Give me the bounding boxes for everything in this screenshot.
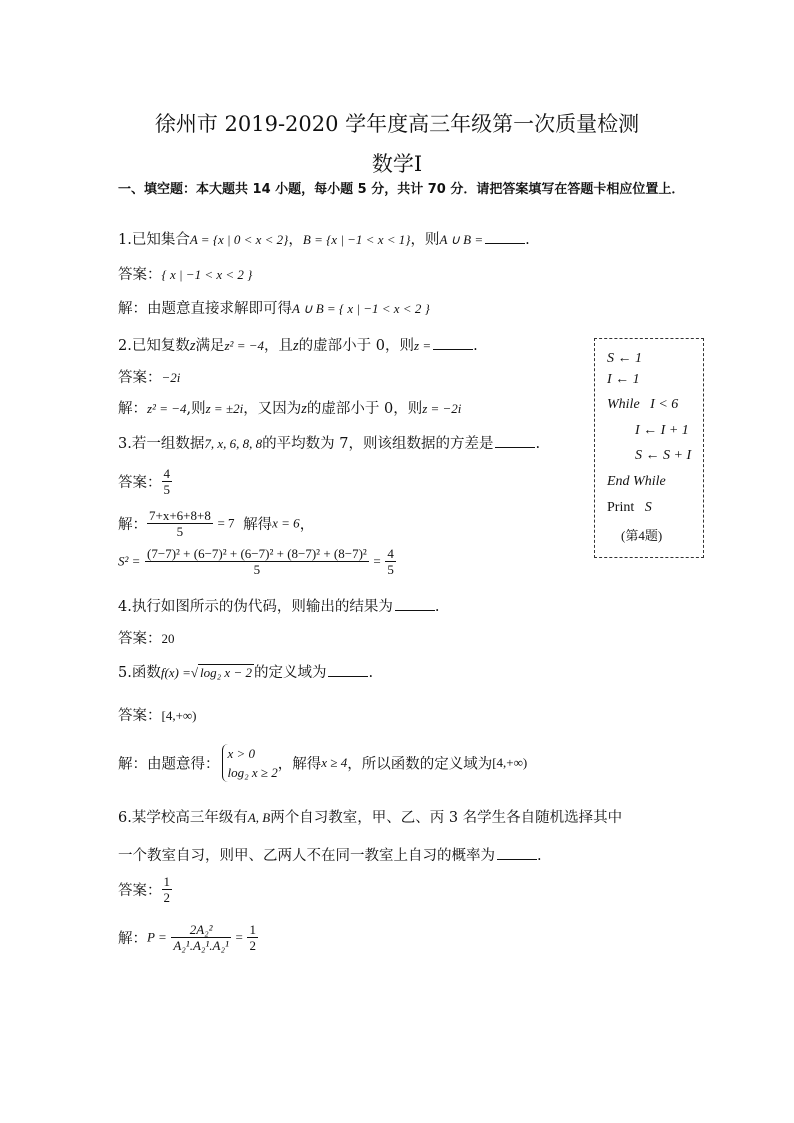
q4-answer-value: 20 bbox=[161, 631, 175, 646]
q5-sol-end: ，所以函数的定义域为 bbox=[347, 756, 493, 773]
q5-blank bbox=[328, 666, 368, 677]
q6-answer-den: 2 bbox=[163, 890, 170, 905]
q2-solution-label: 解： bbox=[118, 401, 147, 417]
q6-line2: 一个教室自习，则甲、乙两人不在同一教室上自习的概率为 bbox=[118, 848, 495, 864]
q6-p-eq: = bbox=[235, 929, 243, 945]
q3-var-den: 5 bbox=[253, 562, 261, 577]
q1-set-b: B = {x | −1 < x < 1} bbox=[302, 232, 411, 247]
q2-sol-z: z bbox=[301, 401, 307, 417]
q6-p-num: 2A₂² bbox=[171, 922, 231, 938]
q2-sol3: z = ±2i bbox=[205, 401, 244, 416]
q3-var-lhs: S² = bbox=[118, 553, 141, 569]
q4-blank bbox=[395, 600, 435, 611]
code-while-keyword: While bbox=[607, 397, 640, 412]
page-title: 徐州市 2019-2020 学年度高三年级第一次质量检测 bbox=[154, 112, 640, 136]
q1-union: A ∪ B = bbox=[439, 232, 484, 247]
question-4 bbox=[118, 595, 439, 616]
q3-solve-val: x = 6 bbox=[272, 515, 300, 531]
q1-solution-value: A ∪ B = { x | −1 < x < 2 } bbox=[292, 301, 430, 316]
q3-answer-label: 答案： bbox=[118, 475, 162, 491]
q6-p-res-den: 2 bbox=[249, 938, 256, 953]
q5-sol-mid: ，解得 bbox=[277, 756, 322, 773]
q6-p-fraction bbox=[171, 922, 231, 953]
code-print-keyword: Print bbox=[607, 500, 635, 515]
q3-blank bbox=[495, 437, 535, 448]
q5-answer-value: [4,+∞) bbox=[161, 708, 197, 723]
q6-line1-a: 6.某学校高三年级有 bbox=[118, 810, 248, 826]
q4-answer-label: 答案： bbox=[118, 631, 162, 647]
code-line-3 bbox=[607, 397, 678, 413]
q5-suffix: 的定义域为 bbox=[253, 665, 327, 681]
q2-sol4: ，又因为 bbox=[243, 401, 302, 417]
q3-var-res-num: 4 bbox=[387, 546, 394, 561]
code-line-4: I ← I + 1 bbox=[635, 423, 689, 438]
q2-var-z-2: z bbox=[293, 338, 299, 354]
q3-mean-den: 5 bbox=[176, 524, 184, 539]
q2-answer-value: −2i bbox=[161, 370, 181, 385]
page-subtitle: 数学Ⅰ bbox=[371, 152, 423, 176]
q3-answer-num: 4 bbox=[163, 466, 170, 481]
q3-solve-end: ， bbox=[299, 517, 315, 533]
q5-answer bbox=[118, 704, 197, 725]
q6-line1-c: 两个自习教室，甲、乙、丙 3 名学生各自随机选择其中 bbox=[270, 810, 623, 826]
q3-answer-den: 5 bbox=[163, 482, 170, 497]
q6-p-den: A₂¹.A₂¹.A₂¹ bbox=[173, 938, 229, 953]
q1-solution bbox=[118, 297, 430, 318]
q6-answer-fraction bbox=[162, 874, 173, 905]
q5-sys1: x > 0 bbox=[227, 746, 256, 761]
pseudocode-box bbox=[594, 338, 704, 558]
q5-solution-label: 解：由题意得： bbox=[118, 756, 220, 773]
code-line-1: S ← 1 bbox=[607, 351, 642, 366]
q3-period: . bbox=[535, 436, 541, 452]
q2-sol1: z² = −4 bbox=[147, 401, 187, 416]
q4-answer bbox=[118, 627, 175, 648]
q5-func: f(x) = bbox=[160, 665, 191, 680]
q3-suffix: 的平均数为 7，则该组数据的方差是 bbox=[262, 436, 494, 452]
q3-answer-fraction bbox=[162, 466, 173, 497]
q2-period: . bbox=[473, 338, 478, 354]
q2-sol6: z = −2i bbox=[422, 401, 462, 416]
q3-var-result bbox=[385, 546, 396, 577]
code-line-5: S ← S + I bbox=[635, 448, 692, 463]
question-1 bbox=[118, 228, 530, 249]
q3-solution-label: 解： bbox=[118, 517, 147, 533]
q2-cond: z² = −4 bbox=[224, 338, 265, 353]
q1-answer-value: { x | −1 < x < 2 } bbox=[161, 267, 253, 282]
q1-solution-label: 解：由题意直接求解即可得 bbox=[118, 301, 292, 317]
q4-period: . bbox=[434, 599, 440, 615]
q5-sys2: log₂ x ≥ 2 bbox=[227, 765, 278, 780]
q1-period: . bbox=[525, 232, 530, 248]
q2-mid2: ，且 bbox=[264, 338, 294, 354]
q1-answer bbox=[118, 263, 252, 284]
q2-ask: z = bbox=[414, 338, 432, 353]
q2-mid1: 满足 bbox=[195, 338, 225, 354]
question-6-line-2 bbox=[118, 844, 542, 865]
q6-solution-label: 解： bbox=[118, 931, 147, 947]
q3-answer bbox=[118, 466, 172, 497]
q5-solution bbox=[118, 744, 527, 782]
code-print-var: S bbox=[644, 500, 652, 515]
q4-text: 4.执行如图所示的伪代码，则输出的结果为 bbox=[118, 599, 393, 615]
q3-var-num: (7−7)² + (6−7)² + (6−7)² + (8−7)² + (8−7)² bbox=[147, 546, 367, 561]
q1-sep: ， bbox=[288, 232, 303, 248]
q5-system bbox=[222, 744, 278, 782]
question-6-line-1 bbox=[118, 806, 622, 827]
code-caption: (第4题) bbox=[621, 528, 663, 543]
q6-p-result bbox=[247, 922, 258, 953]
q6-period: . bbox=[537, 848, 542, 864]
code-while-cond: I < 6 bbox=[650, 397, 679, 412]
section-heading: 一、填空题：本大题共 14 小题，每小题 5 分，共计 70 分．请把答案填写在答题卡相应位置上． bbox=[118, 182, 685, 197]
q1-then: ，则 bbox=[410, 232, 440, 248]
q3-var-fraction bbox=[145, 546, 369, 577]
q6-p-res-num: 1 bbox=[249, 922, 256, 937]
q3-solution-variance bbox=[118, 546, 396, 577]
q2-blank bbox=[433, 339, 473, 350]
q2-sol5: 的虚部小于 0，则 bbox=[306, 401, 423, 417]
q1-blank bbox=[485, 233, 525, 244]
q3-var-res-den: 5 bbox=[387, 562, 394, 577]
q6-blank bbox=[497, 849, 537, 860]
q3-data: 7, x, 6, 8, 8 bbox=[204, 436, 263, 451]
q5-sol-val: x ≥ 4 bbox=[321, 755, 348, 770]
q3-mean-eq: = 7 bbox=[217, 515, 235, 531]
q3-solution-mean bbox=[118, 508, 314, 539]
q5-sol-res: [4,+∞) bbox=[492, 755, 528, 770]
q6-p-lhs: P = bbox=[147, 929, 167, 945]
question-5: 5.函数f(x) =√ log₂ x − 2 的定义域为 . bbox=[118, 665, 374, 681]
q5-period: . bbox=[368, 665, 374, 681]
code-line-2: I ← 1 bbox=[607, 372, 640, 387]
q2-mid3: 的虚部小于 0，则 bbox=[298, 338, 415, 354]
question-2 bbox=[118, 334, 478, 355]
q3-mean-fraction bbox=[147, 508, 213, 539]
q6-answer bbox=[118, 874, 172, 905]
q5-radicand: log₂ x − 2 bbox=[200, 665, 252, 680]
q5-answer-label: 答案： bbox=[118, 708, 162, 724]
q3-var-eq: = bbox=[373, 553, 381, 569]
q3-solve-text: 解得 bbox=[243, 517, 273, 533]
q3-prefix: 3.若一组数据 bbox=[118, 436, 205, 452]
q2-sol2: ,则 bbox=[186, 401, 206, 417]
q6-answer-num: 1 bbox=[163, 874, 170, 889]
q1-set-a: A = {x | 0 < x < 2} bbox=[189, 232, 289, 247]
q6-line1-b: A, B bbox=[247, 810, 271, 825]
q6-answer-label: 答案： bbox=[118, 883, 162, 899]
question-3 bbox=[118, 432, 540, 453]
q2-prefix: 2.已知复数 bbox=[118, 338, 190, 354]
q2-answer bbox=[118, 366, 180, 387]
q6-solution bbox=[118, 922, 258, 953]
q5-prefix: 5.函数 bbox=[118, 665, 161, 681]
q2-var-z: z bbox=[189, 338, 196, 354]
q2-solution bbox=[118, 397, 461, 418]
q2-answer-label: 答案： bbox=[118, 370, 162, 386]
q3-mean-num: 7+x+6+8+8 bbox=[149, 508, 211, 523]
q1-answer-label: 答案： bbox=[118, 267, 162, 283]
q1-prefix: 1.已知集合 bbox=[118, 232, 190, 248]
code-line-7 bbox=[607, 500, 652, 516]
code-line-6: End While bbox=[607, 474, 666, 489]
